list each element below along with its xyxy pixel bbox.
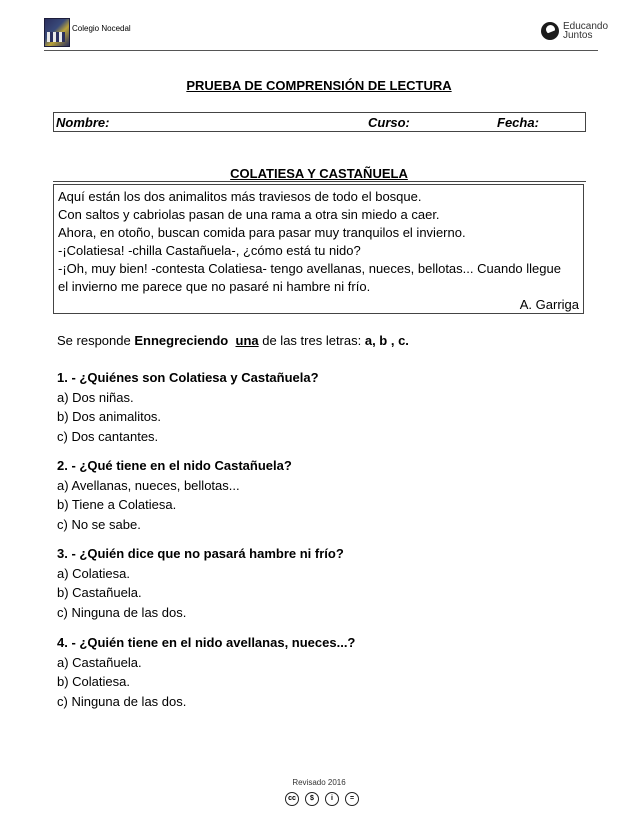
answer-option[interactable]: b) Castañuela. [57, 585, 142, 600]
answer-option[interactable]: b) Dos animalitos. [57, 409, 162, 424]
school-name: Colegio Nocedal [72, 24, 131, 33]
name-label: Nombre: [56, 115, 110, 130]
question-title: 3. - ¿Quién dice que no pasará hambre ni frío? [57, 546, 344, 561]
answer-option[interactable]: c) Ninguna de las dos. [57, 693, 187, 709]
story-title-rule [53, 181, 586, 182]
question-1 [57, 368, 319, 446]
answer-option[interactable]: b) Tiene a Colatiesa. [57, 497, 177, 512]
story-line: Aquí están los dos animalitos más traviesos de todo el bosque. [58, 189, 422, 204]
brand-mark-icon [541, 22, 559, 40]
story-line: -¡Oh, muy bien! -contesta Colatiesa- tengo avellanas, nueces, bellotas... Cuando llegue [58, 261, 561, 276]
answer-option[interactable]: c) Ninguna de las dos. [57, 604, 187, 620]
brand-logo [541, 22, 608, 40]
cc-icon: cc [285, 792, 299, 806]
question-4 [57, 633, 355, 711]
story-line: el invierno me parece que no pasaré ni hambre ni frío. [58, 279, 371, 294]
answer-option[interactable]: a) Dos niñas. [57, 389, 134, 405]
header-divider [44, 50, 598, 51]
story-title: COLATIESA Y CASTAÑUELA [230, 166, 408, 181]
student-info-box [53, 112, 586, 132]
question-title: 4. - ¿Quién tiene en el nido avellanas, nueces...? [57, 635, 356, 650]
school-crest-logo [44, 18, 70, 47]
course-label: Curso: [368, 115, 410, 130]
creative-commons-license [285, 792, 359, 806]
school-header [44, 16, 131, 46]
noncommercial-icon: $ [305, 792, 319, 806]
answer-option[interactable]: a) Castañuela. [57, 654, 142, 670]
answer-option[interactable]: a) Colatiesa. [57, 565, 130, 581]
instructions: Se responde Ennegreciendo una de las tres letras: a, b , c. [57, 333, 409, 348]
brand-text-line1: Educando [563, 21, 609, 32]
story-box [53, 184, 584, 314]
question-3 [57, 544, 344, 622]
question-title: 1. - ¿Quiénes son Colatiesa y Castañuela? [57, 370, 319, 385]
question-2 [57, 456, 292, 534]
attribution-icon: i [325, 792, 339, 806]
date-label: Fecha: [497, 115, 539, 130]
story-author: A. Garriga [519, 297, 579, 312]
answer-option[interactable]: b) Colatiesa. [57, 674, 130, 689]
story-line: Ahora, en otoño, buscan comida para pasar muy tranquilos el invierno. [58, 225, 466, 240]
brand-text-line2: Juntos [563, 30, 593, 41]
page-title: PRUEBA DE COMPRENSIÓN DE LECTURA [186, 78, 452, 93]
story-line: Con saltos y cabriolas pasan de una rama a otra sin miedo a caer. [58, 207, 440, 222]
question-title: 2. - ¿Qué tiene en el nido Castañuela? [57, 458, 292, 473]
answer-option[interactable]: c) No se sabe. [57, 516, 141, 532]
story-line: -¡Colatiesa! -chilla Castañuela-, ¿cómo está tu nido? [58, 243, 361, 258]
answer-option[interactable]: a) Avellanas, nueces, bellotas... [57, 477, 240, 493]
answer-option[interactable]: c) Dos cantantes. [57, 428, 159, 444]
revision-note: Revisado 2016 [292, 778, 346, 787]
noderivs-icon: = [345, 792, 359, 806]
